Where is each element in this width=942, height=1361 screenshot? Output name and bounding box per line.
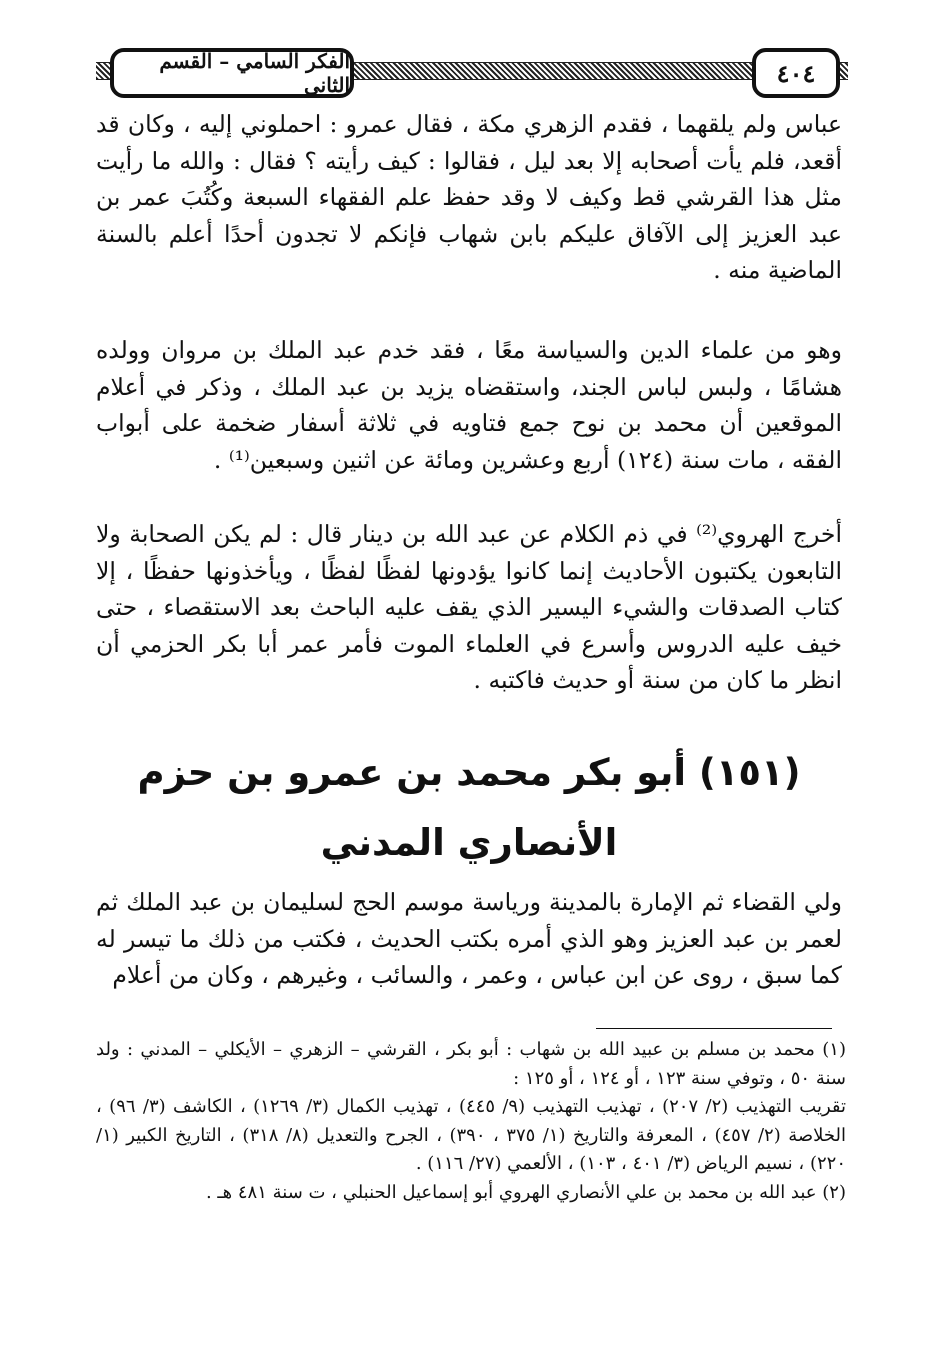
paragraph-1 [96,106,842,289]
paragraph-3-text: أخرج الهروي⁽²⁾ في ذم الكلام عن عبد الله بن دينار قال : لم يكن الصحابة ولا التابعون يكتبون الأحاديث إنما كانوا يؤدونها لفظًا لفظًا ، ويأخذونها حفظًا ، إلا كتاب الصدقات والشيء اليسير الذي يقف عليه الباحث بعد الاستقصاء ، حتى خيف عليه الدروس وأسرع في العلماء الموت فأمر عمر أبا بكر الحزمي أن انظر ما كان من سنة أو حديث فاكتبه . [96,520,842,694]
paragraph-2 [96,332,842,478]
paragraph-2-text: وهو من علماء الدين والسياسة معًا ، فقد خدم عبد الملك بن مروان وولده هشامًا ، ولبس لباس الجند، واستقضاه يزيد بن عبد الملك ، وذكر في أعلام الموقعين أن محمد بن نوح جمع فتاويه في ثلاثة أسفار ضخمة على أبواب الفقه ، مات سنة (١٢٤) أربع وعشرين ومائة عن اثنين وسبعين⁽¹⁾ . [96,336,843,474]
footnote-1: (١) محمد بن مسلم بن عبيد الله بن شهاب : أبو بكر ، القرشي – الزهري – الأيكلي – المدني : ولد سنة ٥٠ ، وتوفي سنة ١٢٣ ، أو ١٢٤ ، أو ١٢٥ : [96,1039,846,1089]
paragraph-1-text: عباس ولم يلقهما ، فقدم الزهري مكة ، فقال عمرو : احملوني إليه ، وكان قد أقعد، فلم يأت أصحابه إلا بعد ليل ، فقالوا : كيف رأيته ؟ فقال : والله ما رأيت مثل هذا القرشي قط وكيف لا وقد حفظ علم الفقهاء السبعة وكُتُبَ عمر بن عبد العزيز إلى الآفاق عليكم بابن شهاب فإنكم لا تجدون أحدًا أعلم بالسنة الماضية منه . [96,110,842,284]
section-paragraph [96,884,842,994]
footnotes [96,1036,846,1207]
section-paragraph-text: ولي القضاء ثم الإمارة بالمدينة ورياسة موسم الحج لسليمان بن عبد الملك ثم لعمر بن عبد العزيز وهو الذي أمره بكتب الحديث ، فكتب من ذلك ما تيسر له كما سبق ، روى عن ابن عباس ، وعمر ، والسائب ، وغيرهم ، وكان من أعلام [96,888,842,989]
page-header [96,40,848,98]
header-hatch-middle [346,62,754,80]
footnote-2: (٢) عبد الله بن محمد بن علي الأنصاري الهروي أبو إسماعيل الحنبلي ، ت سنة ٤٨١ هـ . [205,1181,846,1203]
footnote-1-references: تقريب التهذيب (٢/ ٢٠٧) ، تهذيب التهذيب (٩/ ٤٤٥) ، تهذيب الكمال (٣/ ١٢٦٩) ، الكاشف (٣/ ٩٦) ، الخلاصة (٢/ ٤٥٧) ، المعرفة والتاريخ (١/ ٣٧٥ ، ٣٩٠) ، الجرح والتعديل (٨/ ٣١٨) ، التاريخ الكبير (١/ ٢٢٠) ، نسيم الرياض (٣/ ٤٠١ ، ١٠٣) ، الألعمي (٢٧/ ١١٦) . [96,1096,847,1174]
paragraph-3 [96,516,842,699]
running-title: الفكر السامي – القسم الثاني [110,48,354,98]
page-number: ٤٠٤ [752,48,840,98]
section-heading: (١٥١) أبو بكر محمد بن عمرو بن حزم الأنصاري المدني [137,751,801,864]
footnote-rule [596,1028,832,1029]
